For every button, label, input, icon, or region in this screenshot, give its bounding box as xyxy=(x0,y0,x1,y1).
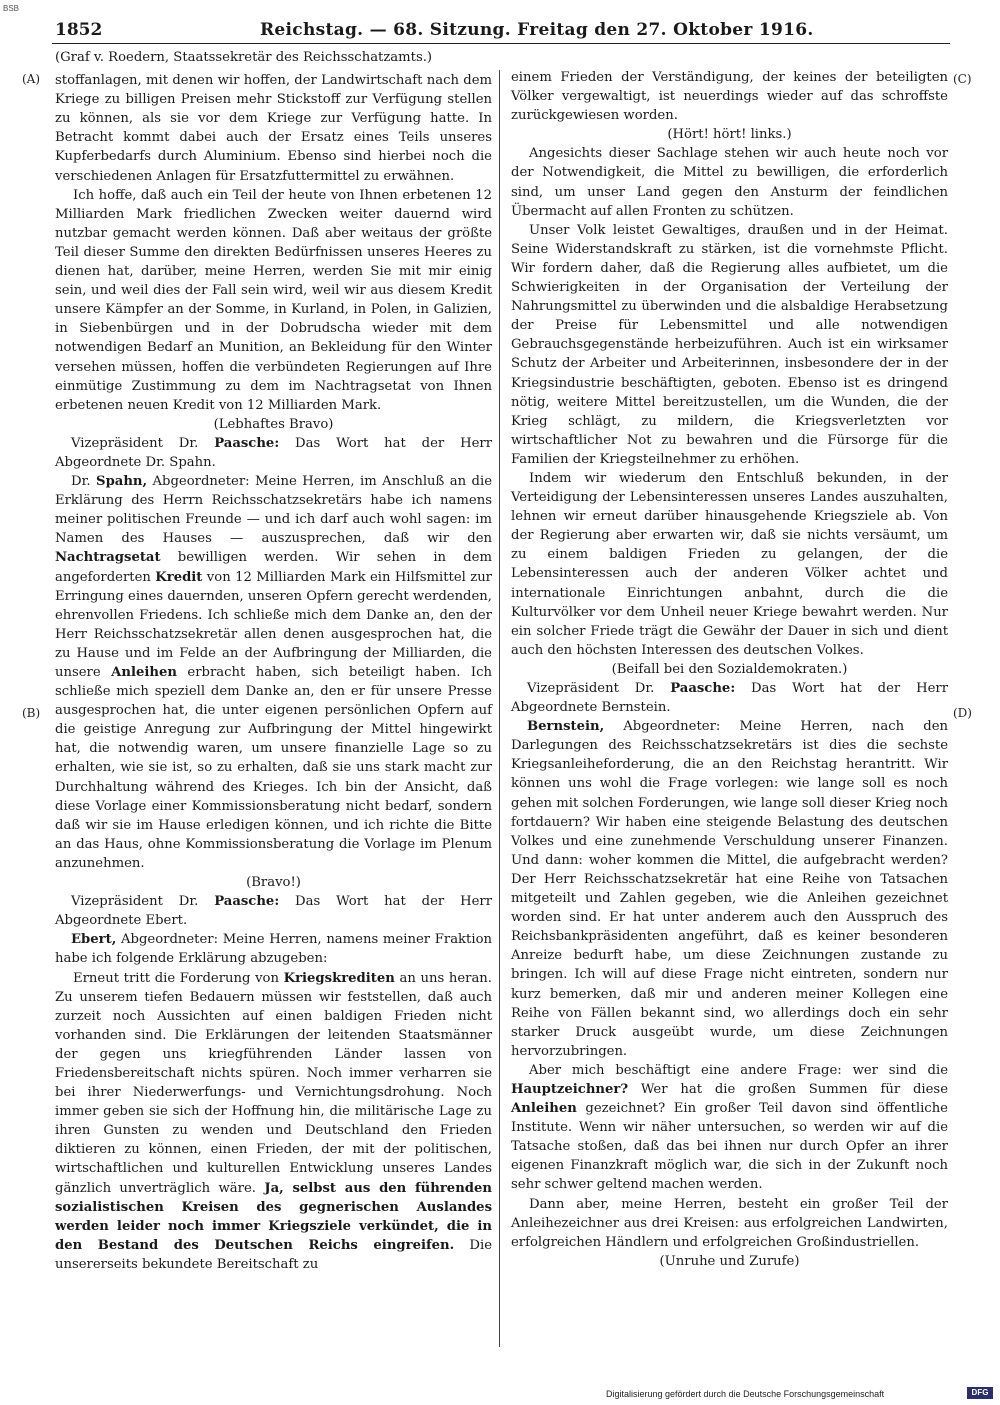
paragraph: Angesichts dieser Sachlage stehen wir auch heute noch vor der Notwendigkeit, die Mittel zu bewilligen, die erforderlich sind, um unser Land gegen den Ansturm der feindlichen Übermacht auf allen Fronten zu schützen. xyxy=(511,146,948,219)
speaker-name: Bernstein, xyxy=(527,719,605,735)
speech-bernstein: Bernstein, Abgeordneter: Meine Herren, nach den Darlegungen des Reichsschatzsekretärs ist dies die sechste Kriegsanleiheforderung, die an den Reichstag herantritt. Wir können uns wohl die Frage vorlegen: wie lange soll es noch gehen mit solchen Forderungen, wie lange soll dieser Krieg noch fortdauern? Wir haben eine steigende Belastung des deutschen Volkes und eine zunehmende Verschuldung unserer Finanzen. Und dann: woher kommen die Mittel, die aufgebracht werden? Der Herr Reichsschatzsekretär hat eine Reihe von Tatsachen mitgeteilt und Zahlen gegeben, wie die Anleihen gezeichnet worden sind. Er hat unter anderem auch den Ausspruch des Reichsbankpräsidenten angeführt, daß es keiner besonderen Anreize bedurft habe, um diese Zeichnungen zustande zu bringen. Ich will auf diese Frage nicht eintreten, sondern nur kurz bemerken, daß mir und anderen meiner Kollegen eine Reihe von Fällen bekannt sind, wo allerdings doch ein sehr starker Druck ausgeübt wurde, um diese Zeichnungen hervorzubringen. xyxy=(511,719,948,1059)
right-column xyxy=(511,68,948,1271)
page-number: 1852 xyxy=(55,20,103,40)
interjection-note: (Hört! hört! links.) xyxy=(667,127,792,143)
funding-credit: Digitalisierung gefördert durch die Deutsche Forschungsgemeinschaft xyxy=(606,1389,885,1399)
speaker-name: Spahn, xyxy=(96,474,148,490)
page-header xyxy=(55,18,950,42)
chair-statement: Vizepräsident Dr. Paasche: Das Wort hat der Herr Abgeordnete Ebert. xyxy=(55,894,492,929)
margin-mark-c: (C) xyxy=(953,72,972,86)
speaker-note: (Graf v. Roedern, Staatssekretär des Reichsschatzamts.) xyxy=(55,50,433,65)
speech-ebert: Ebert, Abgeordneter: Meine Herren, namens meiner Fraktion habe ich folgende Erklärung abzugeben: xyxy=(55,932,492,967)
library-mark: BSB xyxy=(3,4,20,13)
paragraph: Dann aber, meine Herren, besteht ein großer Teil der Anleihezeichner aus drei Kreisen: aus erfolgreichen Landwirten, erfolgreichen Händlern und erfolgreichen Großindustriellen. xyxy=(511,1196,948,1250)
margin-mark-d: (D) xyxy=(953,706,972,720)
paragraph: Unser Volk leistet Gewaltiges, draußen und in der Heimat. Seine Widerstandskraft zu stärken, ist die vornehmste Pflicht. Wir fordern daher, daß die Regierung alles aufbietet, um die Schwierigkeiten in der Organisation der Verteilung der Nahrungsmittel zu überwinden und die alsbaldige Herabsetzung der Preise für Lebensmittel und alle notwendigen Gebrauchsgegenstände herbeizuführen. Auch ist ein wirksamer Schutz der Arbeiter und Arbeiterinnen, insbesondere der in der Kriegsindustrie beschäftigten, geboten. Ebenso ist es dringend nötig, weitere Mittel bereitzustellen, um die Wunden, die der Krieg schlägt, zu mildern, die Kriegsverletzten vor wirtschaftlicher Not zu bewahren und die Fürsorge für die Familien der Kriegsteilnehmer zu erhöhen. xyxy=(511,222,948,467)
column-divider xyxy=(499,70,500,1347)
speaker-name: Ebert, xyxy=(71,932,117,948)
interjection-note: (Unruhe und Zurufe) xyxy=(659,1253,800,1269)
applause-note: (Bravo!) xyxy=(246,875,301,891)
left-column xyxy=(55,48,492,1274)
applause-note: (Lebhaftes Bravo) xyxy=(213,416,334,432)
speech-spahn: Dr. Spahn, Abgeordneter: Meine Herren, im Anschluß an die Erklärung des Herrn Reichsschatzsekretärs habe ich namens meiner politischen Freunde — und ich darf auch wohl sagen: im Namen des Hauses — auszusprechen, daß wir den Nachtragsetat bewilligen werden. Wir sehen in dem angeforderten Kredit von 12 Milliarden Mark ein Hilfsmittel zur Erringung eines dauernden, unseren Opfern gerecht werdenden, ehrenvollen Friedens. Ich schließe mich dem Danke an, den der Herr Reichsschatzsekretär allen denen ausgesprochen hat, die zu Hause und im Felde an der Aufbringung der Milliarden, die unsere Anleihen erbracht haben, sich beteiligt haben. Ich schließe mich speziell dem Danke an, den er für unsere Presse ausgesprochen hat, die unter eigenen persönlichen Opfern auf die geistige Anregung zur Aufbringung der Mittel hingewirkt hat, die notwendig waren, um unsere finanzielle Lage so zu erhalten, wie sie ist, so zu erhalten, daß sie uns stark macht zur Durchhaltung während des Krieges. Ich bin der Ansicht, daß diese Vorlage einer Kommissionsberatung nicht bedarf, sondern daß wir sie im Hause erledigen können, und ich richte die Bitte an das Haus, ohne Kommissionsberatung die Vorlage im Plenum anzunehmen. xyxy=(55,474,493,871)
paragraph: Aber mich beschäftigt eine andere Frage: wer sind die Hauptzeichner? Wer hat die großen Summen für diese Anleihen gezeichnet? Ein großer Teil davon sind öffentliche Institute. Wenn wir näher untersuchen, so werden wir auf die Tatsache stoßen, daß das bei ihnen nur durch Opfer an ihrer eigenen Finanzkraft möglich war, die sich in der Zukunft noch sehr schwer geltend machen werden. xyxy=(511,1062,948,1193)
paragraph: einem Frieden der Verständigung, der keines der beteiligten Völker vergewaltigt, ist neuerdings wieder auf das schroffste zurückgewiesen worden. xyxy=(511,70,948,124)
chair-statement: Vizepräsident Dr. Paasche: Das Wort hat der Herr Abgeordnete Dr. Spahn. xyxy=(55,435,492,470)
paragraph: Ich hoffe, daß auch ein Teil der heute von Ihnen erbetenen 12 Milliarden Mark friedlichen Zwecken weiter dauernd wird nutzbar gemacht werden können. Daß aber weitaus der größte Teil dieser Summe den direkten Bedürfnissen unseres Heeres zu dienen hat, darüber, meine Herren, werden Sie mit mir einig sein, und weil dies der Fall sein wird, weil wir aus diesem Kredit unsere Kämpfer an der Somme, in Kurland, in Polen, in Galizien, in Siebenbürgen und in der Dobrudscha wieder mit dem notwendigen Bedarf an Munition, an Bekleidung für den Winter versehen müssen, hoffen die verbündeten Regierungen auf Ihre einmütige Zustimmung zu dem im Nachtragsetat von Ihnen erbetenen neuen Kredit von 12 Milliarden Mark. xyxy=(55,187,492,413)
applause-note: (Beifall bei den Sozialdemokraten.) xyxy=(611,661,848,677)
paragraph: Indem wir wiederum den Entschluß bekunden, in der Verteidigung der Lebensinteressen unseres Landes auszuhalten, lehnen wir erneut darüber hinausgehende Kriegsziele ab. Von der Regierung aber erwarten wir, daß sie nichts versäumt, um zu einem baldigen Frieden zu gelangen, der die Lebensinteressen auch der anderen Völker achtet und internationale Einrichtungen anbahnt, durch die die Kulturvölker vor dem Unheil neuer Kriege bewahrt werden. Nur ein solcher Friede trägt die Gewähr der Dauer in sich und dient auch den höchsten Interessen des deutschen Volkes. xyxy=(511,470,948,658)
running-title: Reichstag. — 68. Sitzung. Freitag den 27. Oktober 1916. xyxy=(260,20,814,40)
chair-statement: Vizepräsident Dr. Paasche: Das Wort hat der Herr Abgeordnete Bernstein. xyxy=(511,681,948,716)
speaker-name: Paasche: xyxy=(214,435,280,451)
speaker-name: Paasche: xyxy=(670,681,736,696)
paragraph: stoffanlagen, mit denen wir hoffen, der Landwirtschaft nach dem Kriege zu billigen Preisen mehr Stickstoff zur Verfügung stellen zu können, als sie vor dem Kriege zur Verfügung hatte. In Betracht kommt dabei auch der Ersatz eines Teils unseres Kupferbedarfs durch Aluminium. Ebenso sind hierbei noch die verschiedenen Anlagen für Ersatzfuttermittel zu erwähnen. xyxy=(55,73,492,184)
speaker-name: Paasche: xyxy=(214,894,280,910)
dfg-logo: DFG xyxy=(967,1387,993,1399)
margin-mark-a: (A) xyxy=(22,72,41,86)
paragraph: Erneut tritt die Forderung von Kriegskrediten an uns heran. Zu unserem tiefen Bedauern müssen wir feststellen, daß auch zurzeit noch Aussichten auf einen baldigen Frieden nicht vorhanden sind. Die Erklärungen der leitenden Staatsmänner der gegen uns kriegführenden Länder lassen von Friedensbereitschaft nichts spüren. Noch immer verharren sie bei ihrer Niederwerfungs- und Vernichtungsdrohung. Noch immer geben sie sich der Hoffnung hin, die militärische Lage zu ihren Gunsten zu wenden und Deutschland den Frieden diktieren zu können, einen Frieden, der mit der politischen, wirtschaftlichen und kulturellen Entwicklung unseres Landes gänzlich unverträglich wäre. Ja, selbst aus den führenden sozialistischen Kreisen des gegnerischen Auslandes werden leider noch immer Kriegsziele verkündet, die in den Bestand des Deutschen Reichs eingreifen. Die unsererseits bekundete Bereitschaft zu xyxy=(55,970,493,1272)
margin-mark-b: (B) xyxy=(22,706,41,720)
header-rule xyxy=(52,43,950,44)
